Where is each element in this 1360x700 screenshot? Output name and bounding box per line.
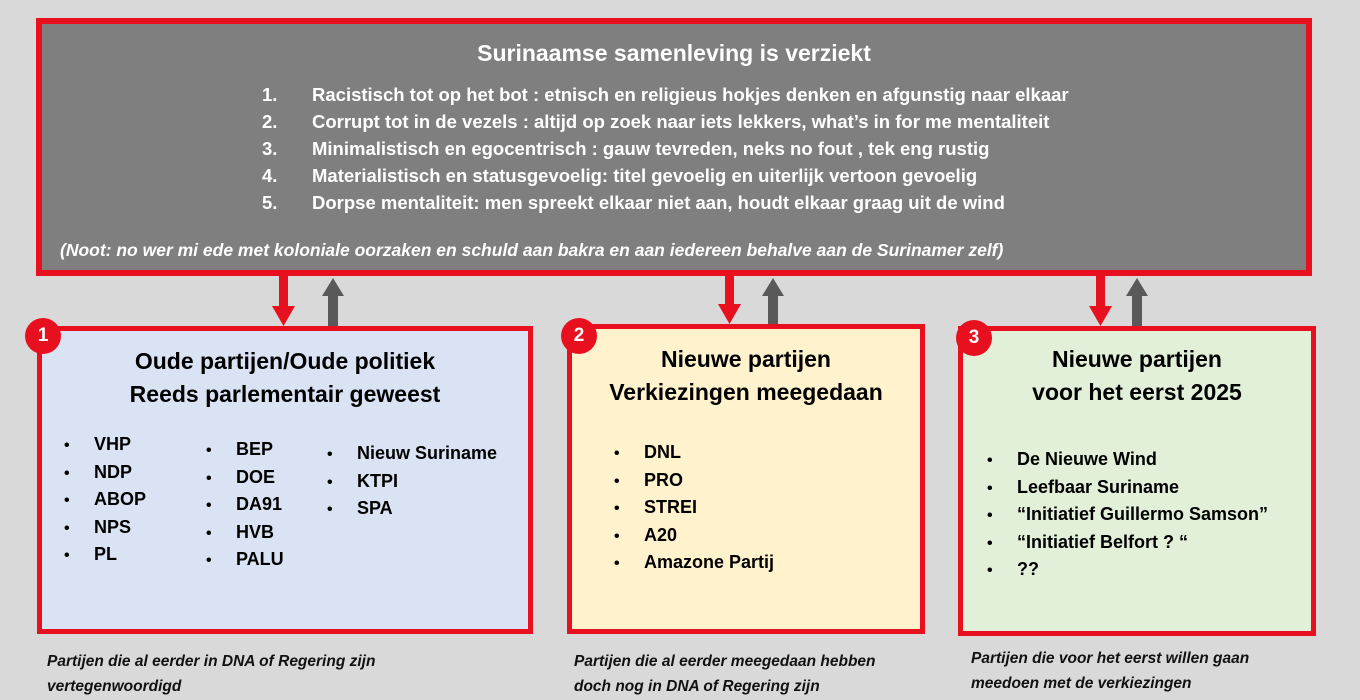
list-item: • DA91: [206, 494, 284, 522]
caption-panel-3: [971, 646, 1249, 696]
list-item: • Leefbaar Suriname: [987, 477, 1268, 505]
arrow-down-3: [1089, 276, 1112, 326]
badge-number: 2: [561, 318, 597, 354]
list-item: • A20: [614, 525, 774, 553]
list-item: • VHP: [64, 434, 146, 462]
list-item: • ??: [987, 559, 1268, 587]
problem-item-number: 3.: [262, 138, 278, 159]
problem-item-text: Minimalistisch en egocentrisch : gauw tevreden, neks no fout , tek eng rustig: [312, 138, 990, 159]
problem-item-text: Corrupt tot in de vezels : altijd op zoek naar iets lekkers, what’s in for me mentaliteit: [312, 111, 1050, 132]
arrow-up-2: [762, 278, 784, 324]
caption-line: Partijen die al eerder meegedaan hebben: [574, 653, 876, 670]
list-item: • Amazone Partij: [614, 552, 774, 580]
problem-item-text: Racistisch tot op het bot : etnisch en religieus hokjes denken en afgunstig naar elkaar: [312, 84, 1069, 105]
party-list: [987, 449, 1268, 587]
caption-line: Partijen die al eerder in DNA of Regering zijn: [47, 653, 376, 670]
problem-item-number: 1.: [262, 84, 278, 105]
arrow-down-1: [272, 276, 295, 326]
problem-item-number: 4.: [262, 165, 278, 186]
panel-title-line: Oude partijen/Oude politiek: [134, 348, 436, 374]
problem-item-text: Materialistisch en statusgevoelig: titel gevoelig en uiterlijk vertoon gevoelig: [312, 165, 978, 186]
panel-title-line: Verkiezingen meegedaan: [609, 379, 883, 405]
list-item: • NDP: [64, 462, 146, 490]
list-item: • PL: [64, 544, 146, 572]
list-item: • PRO: [614, 470, 774, 498]
panel-title-line: Nieuwe partijen: [1052, 346, 1222, 372]
caption-panel-1: [47, 649, 375, 699]
problem-item-text: Dorpse mentaliteit: men spreekt elkaar niet aan, houdt elkaar graag uit de wind: [312, 192, 1005, 213]
party-list-col2: [206, 439, 284, 577]
arrow-down-2: [718, 276, 741, 324]
panel-title-line: Nieuwe partijen: [661, 346, 831, 372]
party-list: [614, 442, 774, 580]
problem-note: (Noot: no wer mi ede met koloniale oorzaken en schuld aan bakra en aan iedereen behalve aan de Surinamer zelf): [60, 240, 1004, 260]
caption-line: Partijen die voor het eerst willen gaan: [971, 650, 1250, 667]
party-list-col1: [64, 434, 146, 572]
panel-title-line: voor het eerst 2025: [1032, 379, 1242, 405]
caption-line: meedoen met de verkiezingen: [971, 675, 1192, 692]
caption-line: vertegenwoordigd: [47, 678, 182, 695]
panel-title: [42, 345, 528, 411]
panel-old-parties: [37, 326, 533, 634]
caption-line: doch nog in DNA of Regering zijn: [574, 678, 820, 695]
problem-title: Surinaamse samenleving is verziekt: [477, 40, 871, 66]
badge-number: 1: [25, 318, 61, 354]
caption-panel-2: [574, 649, 876, 699]
list-item: • De Nieuwe Wind: [987, 449, 1268, 477]
list-item: • NPS: [64, 517, 146, 545]
arrow-up-3: [1126, 278, 1148, 326]
panel-title: [963, 343, 1311, 409]
list-item: • SPA: [327, 498, 497, 526]
panel-new-parties-participated: [567, 324, 925, 634]
arrow-up-1: [322, 278, 344, 326]
list-item: • PALU: [206, 549, 284, 577]
problem-item-number: 5.: [262, 192, 278, 213]
list-item: • HVB: [206, 522, 284, 550]
list-item: • BEP: [206, 439, 284, 467]
panel-title-line: Reeds parlementair geweest: [129, 381, 441, 407]
list-item: • STREI: [614, 497, 774, 525]
list-item: • DNL: [614, 442, 774, 470]
list-item: • Nieuw Suriname: [327, 443, 497, 471]
panel-new-parties-2025: [958, 326, 1316, 636]
list-item: • KTPI: [327, 471, 497, 499]
list-item: • DOE: [206, 467, 284, 495]
list-item: • ABOP: [64, 489, 146, 517]
panel-title: [572, 343, 920, 409]
list-item: • “Initiatief Belfort ? “: [987, 532, 1268, 560]
problem-item-number: 2.: [262, 111, 278, 132]
badge-number: 3: [956, 320, 992, 356]
list-item: • “Initiatief Guillermo Samson”: [987, 504, 1268, 532]
party-list-col3: [327, 443, 497, 526]
